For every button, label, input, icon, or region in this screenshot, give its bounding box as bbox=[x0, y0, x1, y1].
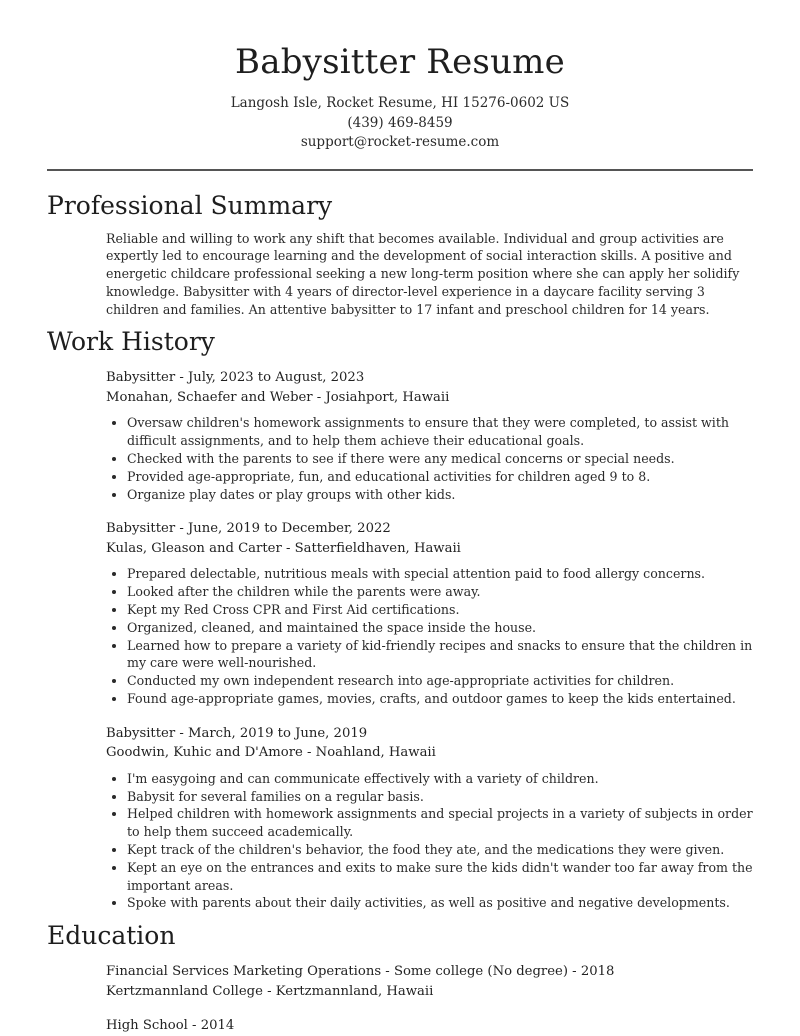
job-company-location: Monahan, Schaefer and Weber - Josiahport, Hawaii bbox=[106, 389, 450, 405]
education-degree: Financial Services Marketing Operations - Some college (No degree) - 2018 bbox=[106, 964, 615, 980]
job-duties-list bbox=[106, 414, 754, 503]
list-item: • Organized, cleaned, and maintained the space inside the house. bbox=[127, 619, 754, 637]
summary-section bbox=[0, 188, 800, 319]
list-item: • Kept an eye on the entrances and exits to make sure the kids didn't wander too far away from the important areas. bbox=[127, 859, 754, 895]
education-school: Kertzmannland College - Kertzmannland, Hawaii bbox=[106, 983, 434, 999]
job-duties-list bbox=[106, 770, 754, 912]
list-item: • Kept my Red Cross CPR and First Aid certifications. bbox=[127, 601, 754, 619]
list-item: • Found age-appropriate games, movies, crafts, and outdoor games to keep the kids entertained. bbox=[127, 690, 754, 708]
contact-info bbox=[0, 94, 800, 153]
job-entry bbox=[0, 724, 800, 912]
job-company-location: Goodwin, Kuhic and D'Amore - Noahland, Hawaii bbox=[106, 745, 436, 761]
list-item: • Conducted my own independent research into age-appropriate activities for children. bbox=[127, 672, 754, 690]
list-item: • Provided age-appropriate, fun, and educational activities for children aged 9 to 8. bbox=[127, 468, 754, 486]
section-title-summary: Professional Summary bbox=[47, 190, 333, 220]
education-entry bbox=[0, 1016, 800, 1036]
list-item: • Oversaw children's homework assignments to ensure that they were completed, to assist with difficult assignments, and to help them achieve their educational goals. bbox=[127, 414, 754, 450]
job-company-location: Kulas, Gleason and Carter - Satterfieldhaven, Hawaii bbox=[106, 540, 461, 556]
resume-header bbox=[0, 0, 800, 153]
list-item: • Learned how to prepare a variety of kid-friendly recipes and snacks to ensure that the children in my care were well-nourished. bbox=[127, 637, 754, 673]
email: support@rocket-resume.com bbox=[300, 134, 500, 150]
education-section bbox=[0, 918, 800, 1036]
header-divider bbox=[47, 169, 753, 171]
list-item: • Checked with the parents to see if there were any medical concerns or special needs. bbox=[127, 450, 754, 468]
job-duties-list bbox=[106, 565, 754, 707]
section-title-education: Education bbox=[47, 921, 176, 951]
education-entry bbox=[0, 962, 800, 1001]
summary-text: Reliable and willing to work any shift that becomes available. Individual and group activities are expertly led to encourage learning and the development of social interaction skills. A positive and energetic childcare professional seeking a new long-term position where she can apply her solidify knowledge. Babysitter with 4 years of director-level experience in a daycare facility serving 3 children and families. An attentive babysitter to 17 infant and preschool children for 14 years. bbox=[106, 230, 740, 317]
job-entry bbox=[0, 519, 800, 707]
job-title-dates: Babysitter - July, 2023 to August, 2023 bbox=[106, 370, 365, 386]
list-item: • Helped children with homework assignments and special projects in a variety of subjects in order to help them succeed academically. bbox=[127, 805, 754, 841]
work-history-section bbox=[0, 324, 800, 912]
list-item: • I'm easygoing and can communicate effectively with a variety of children. bbox=[127, 770, 754, 788]
list-item: • Prepared delectable, nutritious meals with special attention paid to food allergy concerns. bbox=[127, 565, 754, 583]
list-item: • Looked after the children while the parents were away. bbox=[127, 583, 754, 601]
education-degree: High School - 2014 bbox=[106, 1018, 235, 1034]
job-title-dates: Babysitter - March, 2019 to June, 2019 bbox=[106, 725, 368, 741]
list-item: • Spoke with parents about their daily activities, as well as positive and negative developments. bbox=[127, 894, 754, 912]
section-title-work-history: Work History bbox=[47, 327, 215, 357]
list-item: • Organize play dates or play groups with other kids. bbox=[127, 486, 754, 504]
job-title-dates: Babysitter - June, 2019 to December, 2022 bbox=[106, 521, 391, 537]
list-item: • Babysit for several families on a regular basis. bbox=[127, 788, 754, 806]
phone: (439) 469-8459 bbox=[347, 114, 453, 131]
job-entry bbox=[0, 368, 800, 503]
list-item: • Kept track of the children's behavior, the food they ate, and the medications they were given. bbox=[127, 841, 754, 859]
address: Langosh Isle, Rocket Resume, HI 15276-0602 US bbox=[230, 95, 570, 111]
resume-title: Babysitter Resume bbox=[235, 42, 565, 82]
